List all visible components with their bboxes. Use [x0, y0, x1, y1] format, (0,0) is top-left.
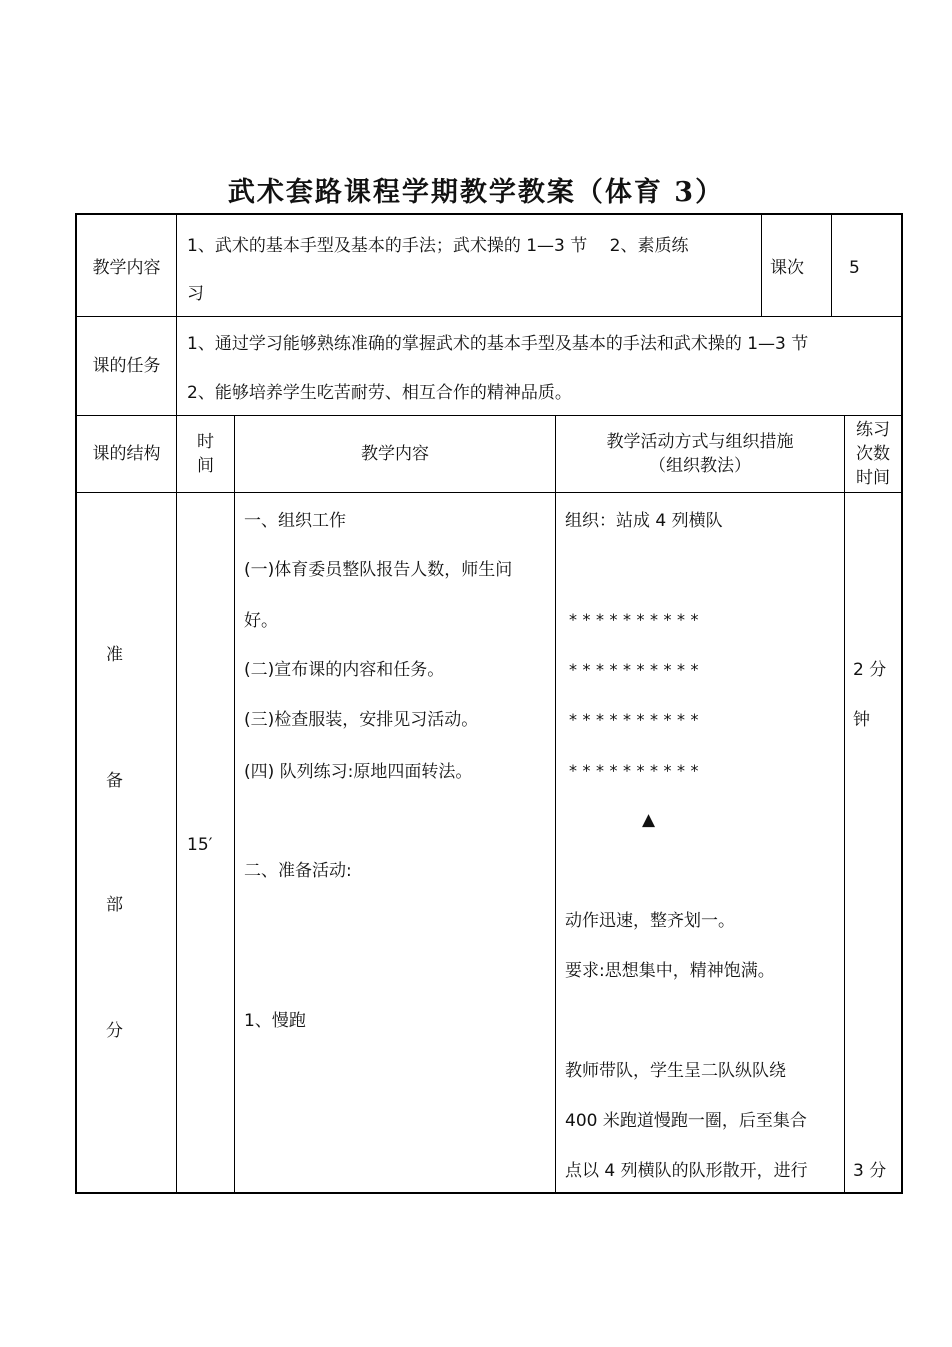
row-divider — [75, 415, 903, 416]
content-item: 好。 — [244, 611, 278, 631]
formation-star-row: ********** — [569, 610, 704, 629]
content-item: 一、组织工作 — [244, 511, 346, 531]
row-divider — [75, 492, 903, 493]
row-divider — [75, 316, 903, 317]
teaching-content-line1: 1、武术的基本手型及基本的手法；武术操的 1—3 节 2、素质练 — [187, 236, 689, 256]
col-divider — [176, 213, 177, 1194]
method-description: 400 米跑道慢跑一圈，后至集合 — [565, 1111, 807, 1131]
formation-star-row: ********** — [569, 761, 704, 780]
part-char: 分 — [106, 1021, 123, 1041]
table-border-right — [901, 213, 903, 1194]
content-item: (一)体育委员整队报告人数，师生问 — [244, 560, 513, 580]
teaching-content-line2: 习 — [187, 284, 204, 304]
col-divider — [761, 213, 762, 316]
practice-time: 2 分 — [853, 660, 887, 680]
header-structure: 课的结构 — [92, 444, 161, 464]
part-char: 准 — [106, 645, 123, 665]
content-item: (三)检查服装，安排见习活动。 — [244, 710, 479, 730]
header-method-2: （组织教法） — [649, 456, 751, 476]
practice-time: 钟 — [853, 710, 870, 730]
header-time-2: 间 — [197, 456, 214, 476]
practice-time: 3 分 — [853, 1161, 887, 1181]
method-organization: 组织：站成 4 列横队 — [565, 511, 723, 531]
method-description: 点以 4 列横队的队形散开，进行 — [565, 1161, 808, 1181]
method-requirement: 动作迅速，整齐划一。 — [565, 911, 735, 931]
header-time-1: 时 — [197, 432, 214, 452]
row-label-teaching-content: 教学内容 — [92, 258, 161, 278]
formation-star-row: ********** — [569, 710, 704, 729]
teacher-position-icon: ▲ — [642, 810, 656, 830]
lesson-task-line1: 1、通过学习能够熟练准确的掌握武术的基本手型及基本的手法和武术操的 1—3 节 — [187, 334, 809, 354]
header-method-1: 教学活动方式与组织措施 — [606, 432, 794, 452]
header-practice-3: 时间 — [856, 468, 890, 488]
col-divider — [555, 415, 556, 1194]
header-practice-2: 次数 — [856, 444, 890, 464]
header-content: 教学内容 — [361, 444, 429, 464]
method-description: 教师带队，学生呈二队纵队绕 — [565, 1061, 786, 1081]
col-divider — [831, 213, 832, 316]
part-char: 部 — [106, 895, 123, 915]
row-label-lesson-tasks: 课的任务 — [92, 356, 161, 376]
document-title: 武术套路课程学期教学教案（体育 3） — [227, 177, 725, 208]
col-divider — [844, 415, 845, 1194]
lesson-number-value: 5 — [849, 258, 860, 278]
formation-star-row: ********** — [569, 660, 704, 679]
content-item: (四) 队列练习:原地四面转法。 — [244, 762, 473, 782]
table-border-top — [75, 213, 903, 215]
content-item: 1、慢跑 — [244, 1011, 306, 1031]
section-time: 15′ — [187, 835, 213, 855]
table-border-bottom — [75, 1192, 903, 1194]
content-item: (二)宣布课的内容和任务。 — [244, 660, 445, 680]
method-requirement: 要求:思想集中，精神饱满。 — [565, 961, 775, 981]
lesson-number-label: 课次 — [770, 258, 804, 278]
part-char: 备 — [106, 771, 123, 791]
header-practice-1: 练习 — [856, 420, 890, 440]
content-item: 二、准备活动: — [244, 861, 352, 881]
col-divider — [234, 415, 235, 1194]
lesson-task-line2: 2、能够培养学生吃苦耐劳、相互合作的精神品质。 — [187, 383, 572, 403]
